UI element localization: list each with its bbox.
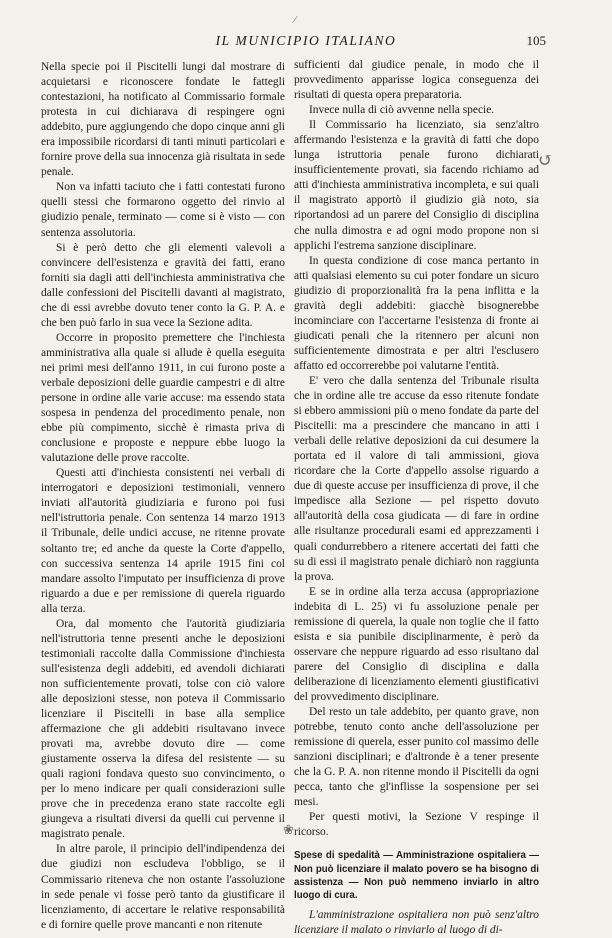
paragraph: In questa condizione di cose manca pertanto in atti qualsiasi elemento su cui poter fondare un sicuro giudizio di proporzionalità fra la pena inflitta e la gravità degli addebiti: giacchè bisognerebbe incominciare con l'accertarne l'esistenza di fronte ai giudicati penali che la ritennero per alcuni non sufficientemente dimostrata e per altri l'escluserо affatto ed occorrerebbe poi valutarne l'entità.: [294, 254, 539, 372]
paragraph: Non va infatti taciuto che i fatti contestati furono quelli stessi che formarono oggetto del rinvio al giudizio penale, terminato — come si è visto — con sentenza assolutoria.: [41, 181, 285, 239]
running-title: IL MUNICIPIO ITALIANO: [215, 33, 397, 48]
right-column: [294, 58, 539, 938]
pen-mark-icon: ⁄: [294, 14, 296, 26]
margin-mark-icon: ↺: [538, 150, 554, 170]
paragraph: Il Commissario ha licenziato, sia senz'altro affermando l'esistenza e la gravità di fatti che dopo lunga istruttoria penale furono dichiarati insufficientemente provati, sia facendo richiamo ad atti d'inchiesta amministrativa incompleta, e sui quali il magistrato apportò il giudizio già noto, sia riportandosi ad un parere del Consiglio di disciplina che nulla dimostra e ad ogni modo propone non si applichi l'estrema sanzione disciplinare.: [294, 119, 539, 252]
paragraph: sufficienti dal giudice penale, in modo che il provvedimento apparisse logica conseguenza dei risultati di questa opera preparatoria.: [294, 59, 539, 102]
page-header: [0, 33, 612, 49]
paragraph: E se in ordine alla terza accusa (appropriazione indebita di L. 25) vi fu assoluzione penale per remissione di querela, la quale non toglie che il fatto esista e sia punibile disciplinarmente, è però da osservare che neppure riguardo ad esso risultano dal parere del Consiglio di disciplina e dalla deliberazione di licenziamento elementi giustificativi del provvedimento disciplinare.: [294, 585, 539, 703]
paragraph: E' vero che dalla sentenza del Tribunale risulta che in ordine alle tre accuse da esso ritenute fondate si ebbero ammissioni più o meno fondate da parte del Piscitelli: ma a prescindere che mancano in atti i verbali delle relative deposizioni da cui desumere la portata ed il valore di tali ammissioni, giova ricordare che la Corte d'appello assolse riguardo a due di queste accuse per insufficienza di prove, il che impedisce alla Sezione — pel rispetto dovuto all'autorità della cosa giudicata — di fare in ordine alle risultanze procedurali esami ed apprezzamenti i quali condurrebbero a ritenere accertati dei fatti che su di essi il magistrato penale dichiarò non raggiunta la prova.: [294, 374, 539, 583]
italic-summary: L'amministrazione ospitaliera non può senz'altro licenziare il malato o rinviarlo al luogo di di-: [294, 908, 539, 936]
paragraph: Per questi motivi, la Sezione V respinge il ricorso.: [294, 811, 539, 839]
paragraph: In altre parole, il principio dell'indipendenza dei due giudizi non escludeva l'obbligo, se il Commissario riteneva che non ostante l'assoluzione in sede penale vi fosse però tanto da giustificare il licenziamento, di accertare le relative responsabilità e di fornire quelle prove mancanti e non ritenute: [41, 843, 285, 931]
ink-blot-icon: ❀: [283, 822, 294, 837]
paragraph: Si è però detto che gli elementi valevoli a convincere dell'esistenza e gravità dei fatti, erano forniti sia dagli atti dell'inchiesta amministrativa che dalle confessioni del Piscitelli davanti al magistrato, che di essi avrebbe dovuto tener conto la G. P. A. e che ben può farlo in sua vece la Sezione adita.: [41, 241, 285, 329]
left-column: [41, 60, 285, 933]
paragraph: Del resto un tale addebito, per quanto grave, non potrebbe, tenuto conto anche dell'assoluzione per remissione di querela, esser punito col massimo delle sanzioni disciplinari; e d'altronde è a tener presente che la G. P. A. non ritenne mondo il Piscitelli da ogni pecca, tanto che gl'inflisse la sospensione per sei mesi.: [294, 706, 539, 809]
paragraph: Questi atti d'inchiesta consistenti nei verbali di interrogatori e deposizioni testimoniali, vennero inviati all'autorità giudiziaria e furono poi fusi nell'istruttoria penale. Con sentenza 14 marzo 1913 il Tribunale, delle undici accuse, ne ritenne provate soltanto tre; ed anche da queste la Corte d'appello, con successiva sentenza 14 aprile 1915 fini col mandare assolto l'imputato per insufficienza di prove riguardo a due e per remissione di querela riguardo alla terza.: [41, 467, 285, 615]
paragraph: Nella specie poi il Piscitelli lungi dal mostrare di acquietarsi e riconoscere fondate le fattegli contestazioni, ha notificato al Commissario formale protesta in cui dichiarava di respingere ogni addebito, pure aggiungendo che dopo cinque anni gli era impossibile ricordarsi di tanti minuti particolari e fornire prove della sua innocenza già risultata in sede penale.: [41, 61, 285, 179]
section-heading: Spese di spedalità — Amministrazione ospitaliera — Non può licenziare il malato povero se ha bisogno di assistenza — Non può nemmeno inviarlo in altro luogo di cura.: [294, 850, 539, 902]
paragraph: Invece nulla di ciò avvenne nella specie.: [309, 104, 495, 117]
paragraph: Ora, dal momento che l'autorità giudiziaria nell'istruttoria tenne presenti anche le deposizioni testimoniali raccolte dalla Commissione d'inchiesta sull'esistenza degli addebiti, ed avendoli dichiarati non sufficientemente provati, tolse con ciò valore alle deposizioni stesse, non poteva il Commissario licenziare il Piscitelli in base alla semplice affermazione che gli addebiti risultavano invece provati ma, avrebbe dovuto dire — come giustamente osserva la difesa del resistente — su quali ragioni fondava questo suo convincimento, o per lo meno indicare per quali considerazioni sulle prove che in precedenza erano state raccolte egli giungeva a risultati diversi da quelli cui pervenne il magistrato penale.: [41, 617, 285, 841]
paragraph: Occorre in proposito premettere che l'inchiesta amministrativa alla quale si allude è quella eseguita nei primi mesi dell'anno 1911, in cui furono poste a verbale deposizioni delle guardie campestri e di altre persone in ordine alle varie accuse: ma essendo stata sospesa in pendenza del procedimento penale, non ebbe più compimento, sicchè è rimasta priva di conclusione e proposte e neppure ebbe luogo la valutazione delle prove raccolte.: [41, 331, 285, 465]
page-number: 105: [526, 33, 546, 48]
